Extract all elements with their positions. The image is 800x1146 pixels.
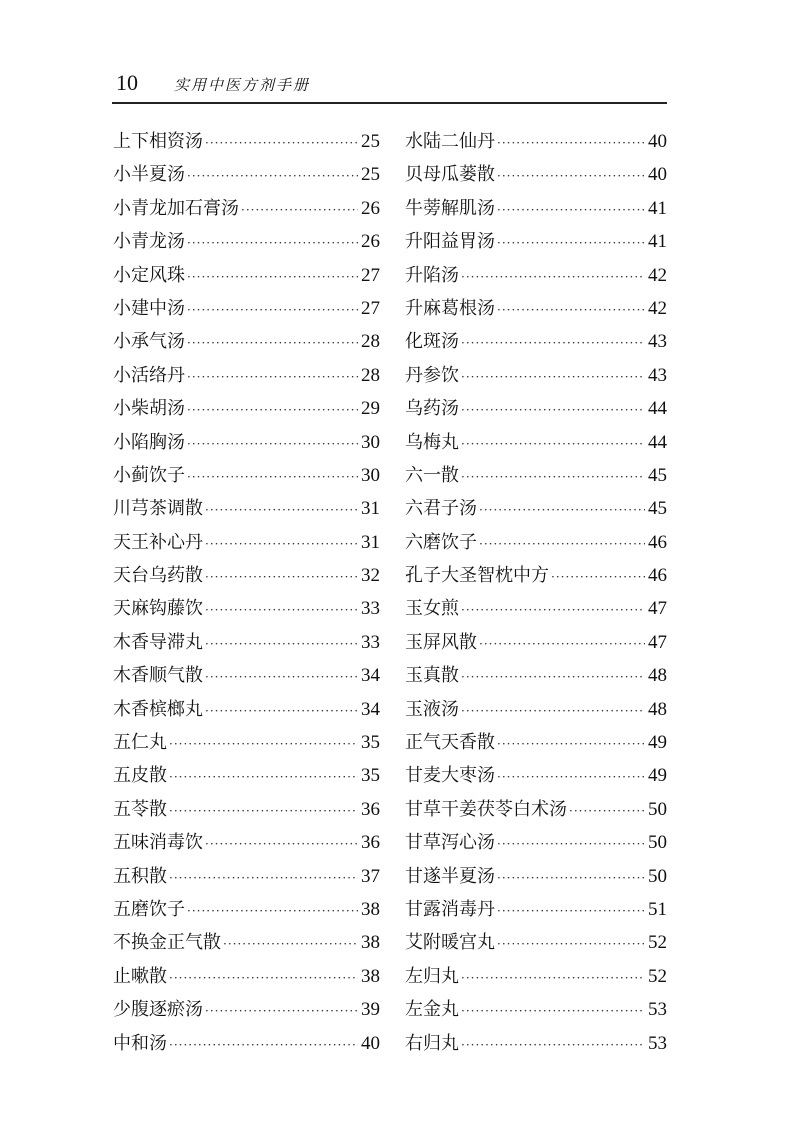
dot-leader [223, 937, 358, 951]
entry-title: 天王补心丹 [113, 531, 203, 553]
dot-leader [497, 203, 645, 217]
entry-page-number: 36 [361, 832, 380, 854]
entry-page-number: 38 [361, 965, 380, 987]
toc-entry [113, 227, 380, 260]
entry-title: 木香顺气散 [113, 665, 203, 687]
entry-title: 甘草干姜茯苓白术汤 [405, 798, 567, 820]
entry-page-number: 27 [361, 297, 380, 319]
entry-title: 小定风珠 [113, 264, 185, 286]
dot-leader [187, 437, 358, 451]
entry-page-number: 44 [648, 431, 667, 453]
entry-page-number: 38 [361, 932, 380, 954]
dot-leader [169, 737, 358, 751]
dot-leader [461, 704, 645, 718]
entry-page-number: 35 [361, 732, 380, 754]
entry-page-number: 47 [648, 631, 667, 653]
toc-entry [405, 494, 667, 527]
entry-title: 天麻钩藤饮 [113, 598, 203, 620]
entry-page-number: 50 [648, 832, 667, 854]
entry-title: 五苓散 [113, 798, 167, 820]
entry-page-number: 53 [648, 999, 667, 1021]
dot-leader [551, 570, 645, 584]
dot-leader [479, 637, 645, 651]
dot-leader [461, 971, 645, 985]
entry-title: 甘草泻心汤 [405, 832, 495, 854]
entry-page-number: 42 [648, 297, 667, 319]
dot-leader [187, 336, 358, 350]
entry-page-number: 46 [648, 531, 667, 553]
entry-title: 小承气汤 [113, 331, 185, 353]
entry-page-number: 34 [361, 665, 380, 687]
toc-entry [405, 895, 667, 928]
entry-title: 右归丸 [405, 1032, 459, 1054]
toc-left-column [113, 127, 380, 1062]
entry-title: 甘遂半夏汤 [405, 865, 495, 887]
entry-page-number: 26 [361, 197, 380, 219]
entry-page-number: 40 [648, 131, 667, 152]
entry-page-number: 45 [648, 464, 667, 486]
entry-page-number: 48 [648, 698, 667, 720]
book-title: 实用中医方剂手册 [174, 76, 311, 94]
entry-page-number: 51 [648, 898, 667, 920]
entry-page-number: 43 [648, 364, 667, 386]
dot-leader [187, 370, 358, 384]
toc-entry [405, 995, 667, 1028]
entry-page-number: 52 [648, 965, 667, 987]
toc-entry [113, 194, 380, 227]
entry-title: 中和汤 [113, 1032, 167, 1054]
entry-page-number: 49 [648, 732, 667, 754]
toc-entry [405, 761, 667, 794]
entry-title: 少腹逐瘀汤 [113, 999, 203, 1021]
entry-title: 五积散 [113, 865, 167, 887]
toc-entry [113, 261, 380, 294]
entry-title: 木香槟榔丸 [113, 698, 203, 720]
entry-title: 贝母瓜蒌散 [405, 164, 495, 186]
dot-leader [497, 837, 645, 851]
toc-entry [405, 628, 667, 661]
dot-leader [461, 370, 645, 384]
dot-leader [461, 603, 645, 617]
entry-title: 水陆二仙丹 [405, 131, 495, 152]
dot-leader [461, 1004, 645, 1018]
toc-entry [405, 394, 667, 427]
toc-entry [405, 928, 667, 961]
entry-title: 上下相资汤 [113, 131, 203, 152]
entry-page-number: 53 [648, 1032, 667, 1054]
dot-leader [497, 737, 645, 751]
dot-leader [169, 804, 358, 818]
dot-leader [205, 837, 358, 851]
toc-entry [405, 728, 667, 761]
entry-page-number: 44 [648, 398, 667, 420]
dot-leader [205, 704, 358, 718]
entry-page-number: 50 [648, 798, 667, 820]
toc-entry [113, 494, 380, 527]
dot-leader [479, 537, 645, 551]
toc-entry [405, 327, 667, 360]
toc-entry [113, 628, 380, 661]
dot-leader [205, 603, 358, 617]
entry-title: 五味消毒饮 [113, 832, 203, 854]
entry-page-number: 28 [361, 364, 380, 386]
dot-leader [205, 637, 358, 651]
toc-entry [405, 1029, 667, 1062]
entry-title: 甘露消毒丹 [405, 898, 495, 920]
dot-leader [497, 303, 645, 317]
entry-title: 小活络丹 [113, 364, 185, 386]
dot-leader [205, 136, 358, 150]
dot-leader [497, 937, 645, 951]
toc-entry [405, 862, 667, 895]
toc-entry [113, 361, 380, 394]
dot-leader [187, 270, 358, 284]
entry-title: 小建中汤 [113, 297, 185, 319]
dot-leader [169, 871, 358, 885]
toc-entry [113, 761, 380, 794]
entry-title: 左金丸 [405, 999, 459, 1021]
entry-title: 丹参饮 [405, 364, 459, 386]
entry-title: 天台乌药散 [113, 565, 203, 587]
toc-right-column [405, 127, 667, 1062]
entry-title: 化斑汤 [405, 331, 459, 353]
entry-title: 六君子汤 [405, 498, 477, 520]
entry-title: 乌梅丸 [405, 431, 459, 453]
entry-page-number: 50 [648, 865, 667, 887]
toc-entry [113, 862, 380, 895]
toc-entry [405, 594, 667, 627]
entry-title: 止嗽散 [113, 965, 167, 987]
toc-entry [113, 1029, 380, 1062]
toc-entry [113, 661, 380, 694]
dot-leader [497, 770, 645, 784]
entry-page-number: 25 [361, 131, 380, 152]
entry-title: 小青龙汤 [113, 231, 185, 253]
entry-title: 甘麦大枣汤 [405, 765, 495, 787]
dot-leader [461, 670, 645, 684]
toc-entry [405, 795, 667, 828]
dot-leader [497, 136, 645, 150]
dot-leader [497, 871, 645, 885]
toc-entry [113, 795, 380, 828]
toc-entry [405, 194, 667, 227]
dot-leader [187, 403, 358, 417]
entry-page-number: 34 [361, 698, 380, 720]
toc-entry [113, 561, 380, 594]
entry-title: 艾附暖宫丸 [405, 932, 495, 954]
entry-title: 五磨饮子 [113, 898, 185, 920]
entry-page-number: 45 [648, 498, 667, 520]
toc-entry [113, 962, 380, 995]
toc-entry [113, 695, 380, 728]
toc-entry [405, 561, 667, 594]
toc-entry [113, 594, 380, 627]
entry-title: 正气天香散 [405, 732, 495, 754]
dot-leader [187, 904, 358, 918]
entry-page-number: 28 [361, 331, 380, 353]
entry-page-number: 40 [648, 164, 667, 186]
toc-entry [113, 728, 380, 761]
entry-title: 小蓟饮子 [113, 464, 185, 486]
entry-title: 乌药汤 [405, 398, 459, 420]
dot-leader [241, 203, 358, 217]
entry-title: 五皮散 [113, 765, 167, 787]
entry-title: 小陷胸汤 [113, 431, 185, 453]
toc-entry [113, 160, 380, 193]
entry-page-number: 46 [648, 565, 667, 587]
entry-page-number: 48 [648, 665, 667, 687]
page-number: 10 [116, 70, 138, 95]
entry-page-number: 37 [361, 865, 380, 887]
dot-leader [461, 403, 645, 417]
dot-leader [169, 770, 358, 784]
toc-entry [113, 394, 380, 427]
dot-leader [497, 169, 645, 183]
entry-title: 牛蒡解肌汤 [405, 197, 495, 219]
dot-leader [461, 470, 645, 484]
entry-page-number: 31 [361, 498, 380, 520]
dot-leader [169, 971, 358, 985]
toc-entry [405, 528, 667, 561]
toc-entry [405, 828, 667, 861]
entry-page-number: 47 [648, 598, 667, 620]
toc-entry [113, 995, 380, 1028]
entry-title: 小柴胡汤 [113, 398, 185, 420]
entry-page-number: 41 [648, 231, 667, 253]
entry-page-number: 52 [648, 932, 667, 954]
dot-leader [569, 804, 645, 818]
entry-title: 六磨饮子 [405, 531, 477, 553]
toc-entry [405, 461, 667, 494]
entry-page-number: 38 [361, 898, 380, 920]
entry-page-number: 33 [361, 631, 380, 653]
dot-leader [461, 270, 645, 284]
entry-title: 升阳益胃汤 [405, 231, 495, 253]
toc-entry [113, 828, 380, 861]
entry-page-number: 39 [361, 999, 380, 1021]
entry-page-number: 40 [361, 1032, 380, 1054]
toc-entry [113, 461, 380, 494]
entry-page-number: 33 [361, 598, 380, 620]
entry-page-number: 31 [361, 531, 380, 553]
toc-entry [113, 895, 380, 928]
toc-entry [405, 294, 667, 327]
entry-title: 左归丸 [405, 965, 459, 987]
entry-title: 川芎茶调散 [113, 498, 203, 520]
entry-page-number: 26 [361, 231, 380, 253]
entry-page-number: 29 [361, 398, 380, 420]
entry-page-number: 30 [361, 431, 380, 453]
entry-page-number: 27 [361, 264, 380, 286]
toc-entry [405, 160, 667, 193]
entry-page-number: 36 [361, 798, 380, 820]
entry-title: 五仁丸 [113, 732, 167, 754]
dot-leader [205, 570, 358, 584]
entry-title: 玉屏风散 [405, 631, 477, 653]
dot-leader [497, 236, 645, 250]
dot-leader [205, 503, 358, 517]
entry-title: 六一散 [405, 464, 459, 486]
entry-title: 木香导滞丸 [113, 631, 203, 653]
dot-leader [187, 169, 358, 183]
toc-entry [113, 928, 380, 961]
toc-entry [405, 127, 667, 160]
entry-title: 玉女煎 [405, 598, 459, 620]
toc-entry [405, 428, 667, 461]
toc-entry [405, 261, 667, 294]
toc-entry [113, 127, 380, 160]
toc-entry [405, 962, 667, 995]
toc-entry [113, 528, 380, 561]
entry-title: 小青龙加石膏汤 [113, 197, 239, 219]
toc-entry [113, 327, 380, 360]
dot-leader [205, 537, 358, 551]
toc-entry [405, 227, 667, 260]
entry-page-number: 41 [648, 197, 667, 219]
toc-entry [113, 428, 380, 461]
entry-title: 不换金正气散 [113, 932, 221, 954]
entry-page-number: 30 [361, 464, 380, 486]
dot-leader [187, 303, 358, 317]
entry-page-number: 32 [361, 565, 380, 587]
toc-entry [113, 294, 380, 327]
dot-leader [497, 904, 645, 918]
entry-title: 孔子大圣智枕中方 [405, 565, 549, 587]
entry-page-number: 42 [648, 264, 667, 286]
dot-leader [461, 1038, 645, 1052]
entry-title: 小半夏汤 [113, 164, 185, 186]
dot-leader [187, 470, 358, 484]
toc-entry [405, 661, 667, 694]
dot-leader [461, 437, 645, 451]
entry-page-number: 25 [361, 164, 380, 186]
entry-page-number: 43 [648, 331, 667, 353]
page-header [112, 68, 667, 104]
dot-leader [187, 236, 358, 250]
entry-page-number: 35 [361, 765, 380, 787]
entry-title: 玉液汤 [405, 698, 459, 720]
dot-leader [169, 1038, 358, 1052]
entry-title: 玉真散 [405, 665, 459, 687]
toc-entry [405, 695, 667, 728]
entry-title: 升麻葛根汤 [405, 297, 495, 319]
dot-leader [479, 503, 645, 517]
dot-leader [205, 1004, 358, 1018]
dot-leader [205, 670, 358, 684]
dot-leader [461, 336, 645, 350]
entry-page-number: 49 [648, 765, 667, 787]
toc-entry [405, 361, 667, 394]
entry-title: 升陷汤 [405, 264, 459, 286]
